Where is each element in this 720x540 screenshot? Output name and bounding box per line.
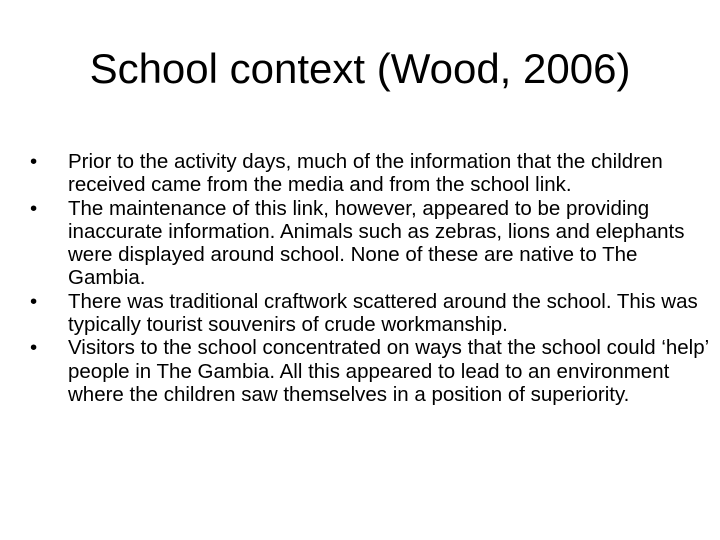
slide-title: School context (Wood, 2006) bbox=[89, 45, 631, 92]
bullet-list bbox=[30, 150, 710, 406]
bullet-item: • Prior to the activity days, much of the information that the children received came from the media and from the school link. bbox=[30, 150, 710, 197]
bullet-item: • There was traditional craftwork scattered around the school. This was typically tourist souvenirs of crude workmanship. bbox=[30, 290, 710, 337]
bullet-item: • Visitors to the school concentrated on ways that the school could ‘help’ people in The Gambia. All this appeared to lead to an environment where the children saw themselves in a position of superiority. bbox=[30, 336, 710, 406]
bullet-item: • The maintenance of this link, however, appeared to be providing inaccurate information. Animals such as zebras, lions and elephants were displayed around school. None of these are native to The Gambia. bbox=[30, 197, 710, 290]
